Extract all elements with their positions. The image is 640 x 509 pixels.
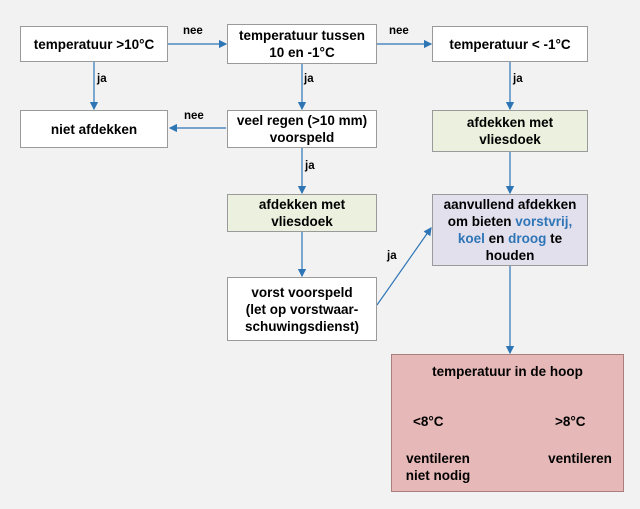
edge-label-ja-5: ja [387,250,397,262]
box-niet-afdekken [20,110,168,148]
box-temp-between [227,24,377,64]
box-vorst-line2: (let op vorstwaar- [245,301,359,317]
hoop-right-result: ventileren [548,451,612,466]
aanvullend-text-droog: droog [508,231,547,246]
arrow-vorst-to-aanvullend [377,228,431,305]
edge-label-ja-4: ja [305,160,315,172]
aanvullend-text-vorstvrij: vorstvrij, [515,214,573,229]
box-niet-afdekken-label: niet afdekken [50,121,138,137]
box-temp-between-line2: 10 en -1°C [269,45,335,60]
box-afdekken-vliesdoek-right [432,110,588,152]
box-afdekken-right-line2: vliesdoek [479,132,541,147]
box-temp-lt-minus1 [432,26,588,62]
box-temp-gt10 [20,26,168,62]
aanvullend-text-koel: koel [457,231,485,246]
aanvullend-text-om-bieten: om bieten [447,214,516,229]
edge-label-nee-1: nee [183,25,203,37]
hoop-title: temperatuur in de hoop [432,364,583,379]
box-veel-regen-line1: veel regen (>10 mm) [236,113,368,128]
box-veel-regen-line2: voorspeld [269,130,335,145]
box-afdekken-vliesdoek-mid [227,194,377,232]
edge-label-nee-3: nee [184,110,204,122]
box-temp-between-line1: temperatuur tussen [238,28,366,43]
box-veel-regen [227,110,377,148]
hoop-left-result-line1: ventileren [406,451,470,466]
edge-label-ja-2: ja [304,73,314,85]
box-vorst-voorspeld [227,277,377,341]
aanvullend-text-en: en [484,231,509,246]
hoop-left-label: <8°C [413,414,444,429]
hoop-left-result-line2: niet nodig [405,468,471,483]
box-vorst-line1: vorst voorspeld [251,284,353,300]
aanvullend-line3 [458,230,562,247]
aanvullend-text-te: te [546,231,563,246]
box-temp-gt10-label: temperatuur >10°C [33,36,155,52]
aanvullend-line4: houden [485,248,535,263]
aanvullend-line1: aanvullend afdekken [443,197,577,212]
hoop-left-result [396,450,480,484]
box-temp-lt-minus1-label: temperatuur < -1°C [449,36,571,52]
edge-label-ja-3: ja [513,73,523,85]
hoop-right-label: >8°C [555,414,586,429]
aanvullend-line2 [448,213,573,230]
box-aanvullend-afdekken [432,194,588,266]
edge-label-nee-2: nee [389,25,409,37]
box-vorst-line3: schuwingsdienst) [244,318,359,334]
box-afdekken-mid-line1: afdekken met [258,197,346,212]
edge-label-ja-1: ja [97,73,107,85]
box-afdekken-right-line1: afdekken met [466,115,554,130]
box-afdekken-mid-line2: vliesdoek [271,214,333,229]
